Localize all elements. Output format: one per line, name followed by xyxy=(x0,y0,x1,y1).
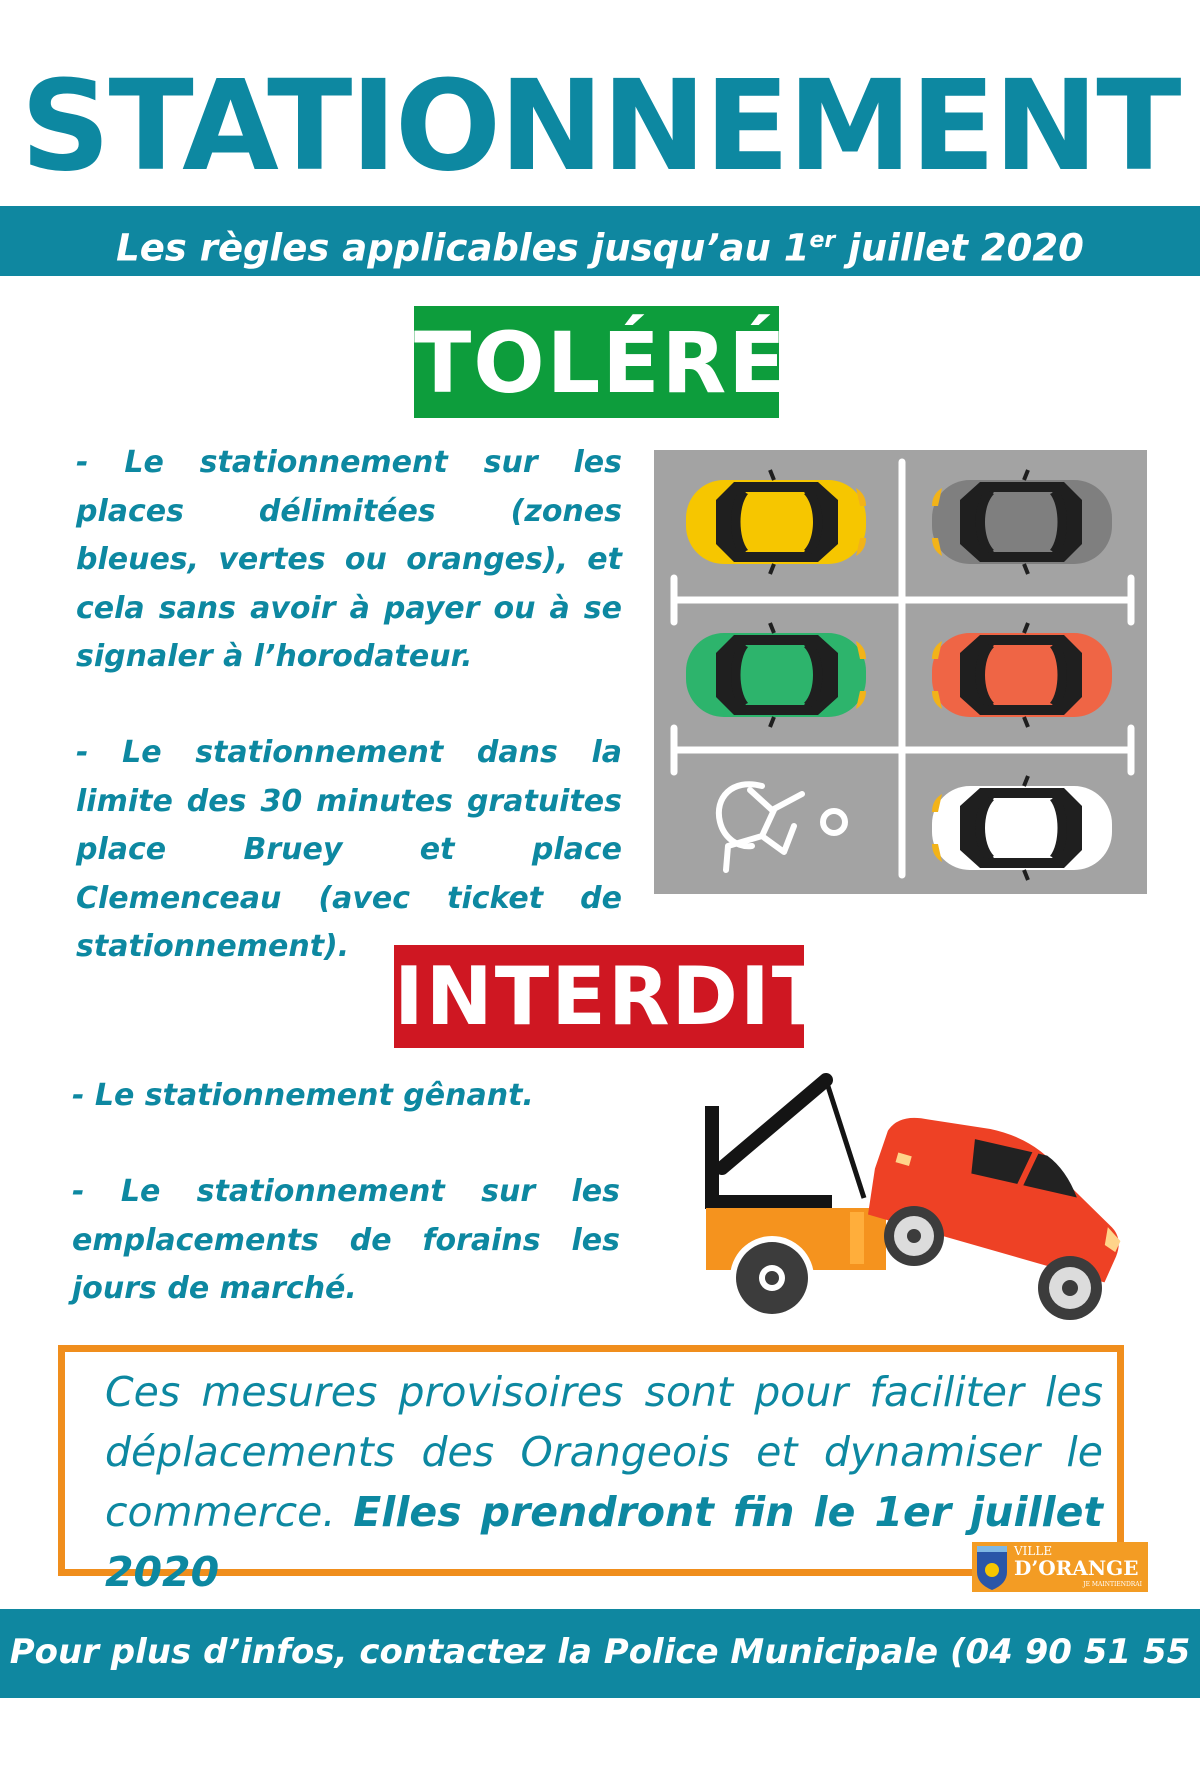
interdit-rule-1: - Le stationnement gênant. xyxy=(72,1078,534,1113)
info-text xyxy=(105,1362,1103,1602)
tolere-rule-1: - Le stationnement sur les places délimitées (zones bleues, vertes ou oranges), et cela sans avoir à payer ou à se signaler à l’horodateur. xyxy=(76,445,622,674)
subtitle-banner xyxy=(0,206,1200,276)
tow-truck-illustration xyxy=(700,1070,1140,1330)
parking-lot-illustration xyxy=(654,450,1147,894)
logo-line-2: D’ORANGE xyxy=(1014,1556,1139,1580)
subtitle-superscript: er xyxy=(809,228,836,253)
info-text-emphasis: Elles prendront fin le 1er juillet 2020 xyxy=(105,1488,1104,1596)
info-text-main: Ces mesures provisoires sont pour faciliter les déplacements des Orangeois et dynamiser le commerce. xyxy=(105,1368,1103,1536)
logo-line-1: VILLE xyxy=(1014,1544,1053,1558)
interdit-rule-2: - Le stationnement sur les emplacements de forains les jours de marché. xyxy=(72,1174,620,1306)
footer-banner: Pour plus d’infos, contactez la Police Municipale (04 90 51 55 55) xyxy=(0,1609,1200,1698)
tolere-rule-2: - Le stationnement dans la limite des 30 minutes gratuites place Bruey et place Clemenceau (avec ticket de stationnement). xyxy=(76,735,622,964)
city-logo xyxy=(972,1542,1148,1592)
coat-of-arms-icon xyxy=(972,1542,1012,1592)
page-title: STATIONNEMENT xyxy=(20,54,1180,199)
logo-motto: JE MAINTIENDRAI xyxy=(1083,1581,1142,1588)
subtitle-text-start: Les règles applicables jusqu’au 1 xyxy=(116,226,810,270)
tolere-badge: TOLÉRÉ xyxy=(414,306,779,418)
interdit-badge: INTERDIT xyxy=(394,945,804,1048)
subtitle-text-end: juillet 2020 xyxy=(835,226,1084,270)
